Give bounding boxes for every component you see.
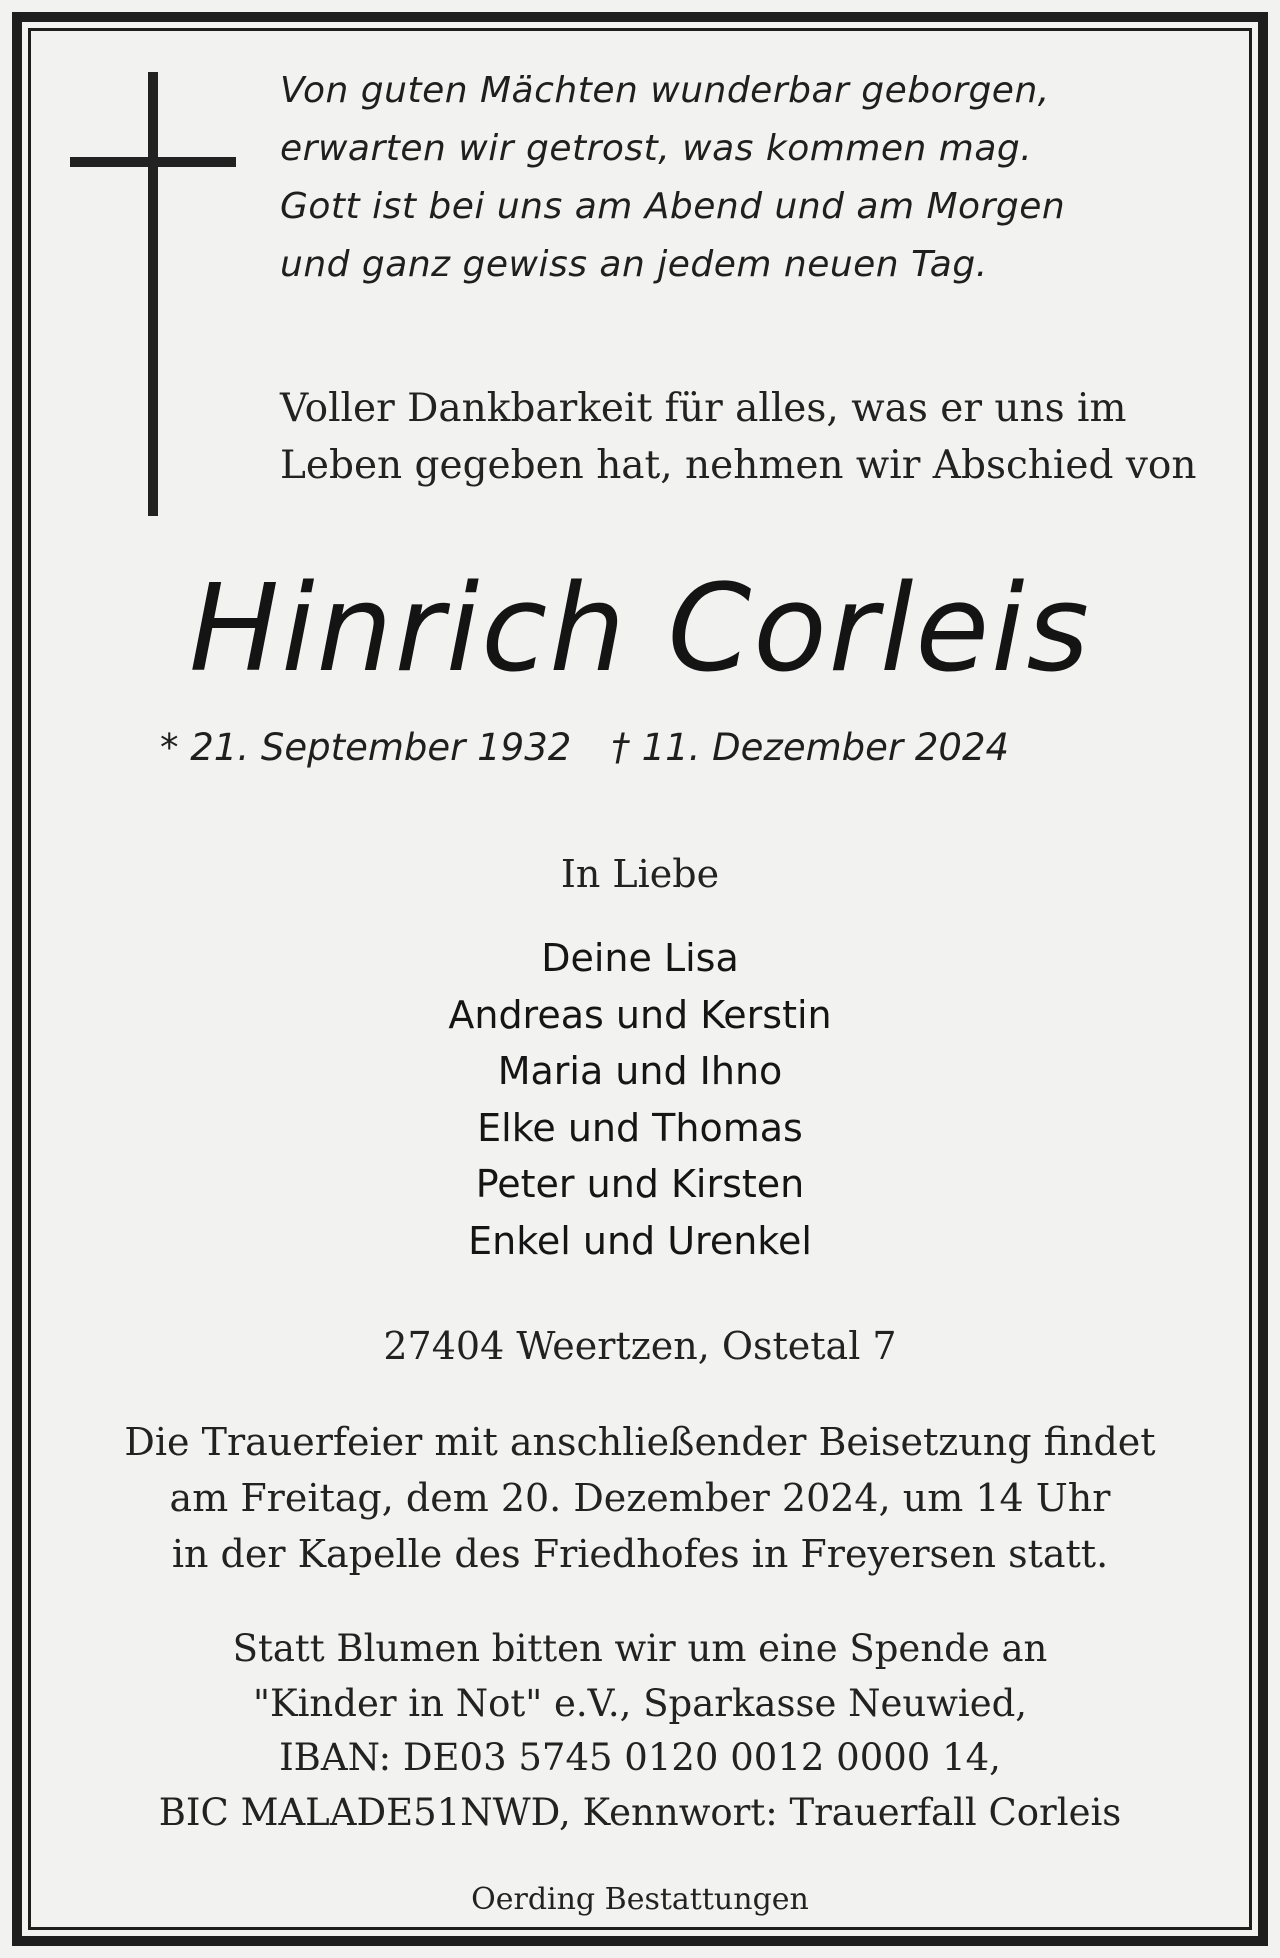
death-date: † 11. Dezember 2024 [611,726,1010,769]
family-member: Deine Lisa [541,936,739,980]
family-list [0,930,1280,1269]
poem-line: und ganz gewiss an jedem neuen Tag. [280,244,988,285]
donation-line: Statt Blumen bitten wir um eine Spende an [232,1627,1048,1670]
service-line: am Freitag, dem 20. Dezember 2024, um 14 Uhr [169,1476,1111,1520]
family-member: Andreas und Kerstin [448,992,832,1037]
closing-phrase: In Liebe [560,852,720,896]
cross-horizontal-bar [70,157,236,167]
donation-info [0,1622,1280,1840]
family-member: Elke und Thomas [477,1105,803,1150]
family-member: Enkel und Urenkel [468,1218,812,1263]
family-member: Peter und Kirsten [475,1162,805,1206]
intro-text [280,380,1240,494]
life-dates [160,718,1160,778]
service-line: in der Kapelle des Friedhofes in Freyersen statt. [171,1532,1109,1576]
donation-line: "Kinder in Not" e.V., Sparkasse Neuwied, [252,1681,1028,1725]
donation-line: IBAN: DE03 5745 0120 0012 0000 14, [279,1736,1001,1779]
undertaker-name: Oerding Bestattungen [471,1882,809,1917]
donation-line: BIC MALADE51NWD, Kennwort: Trauerfall Corleis [158,1790,1122,1834]
intro-line: Leben gegeben hat, nehmen wir Abschied von [280,443,1197,488]
poem-line: erwarten wir getrost, was kommen mag. [280,128,1033,169]
family-address: 27404 Weertzen, Ostetal 7 [383,1324,897,1368]
intro-line: Voller Dankbarkeit für alles, was er uns im [280,386,1127,431]
service-line: Die Trauerfeier mit anschließender Beisetzung findet [124,1420,1156,1464]
birth-date: * 21. September 1932 [160,726,572,769]
poem-line: Von guten Mächten wunderbar geborgen, [280,70,1050,111]
family-member: Maria und Ihno [497,1049,783,1093]
cross-vertical-bar [148,72,158,516]
poem-verse [280,62,1180,294]
deceased-name: Hinrich Corleis [188,560,1092,699]
funeral-service-info [0,1414,1280,1582]
poem-line: Gott ist bei uns am Abend und am Morgen [280,186,1066,227]
